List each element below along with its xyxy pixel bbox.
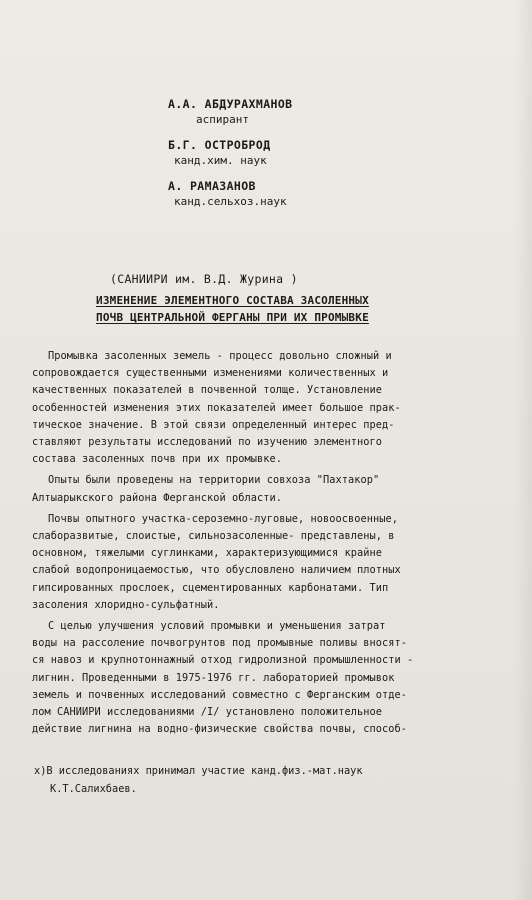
text-line: основном, тяжелыми суглинками, характеризующимися крайне	[32, 547, 382, 560]
footnote-line: х)В исследованиях принимал участие канд.физ.-мат.наук	[34, 765, 363, 777]
author-title: канд.сельхоз.наук	[174, 195, 287, 208]
paragraph	[32, 348, 494, 468]
text-line: слаборазвитые, слоистые, сильнозасоленные- представлены, в	[32, 530, 395, 543]
author-name: А. РАМАЗАНОВ	[168, 179, 256, 193]
author-entry	[168, 96, 468, 127]
text-line: ся навоз и крупнотоннажный отход гидролизной промышленности -	[32, 654, 414, 667]
text-line: состава засоленных почв при их промывке.	[32, 453, 282, 466]
text-line: Почвы опытного участка-сероземно-луговые, новоосвоенные,	[48, 512, 398, 525]
text-line: Промывка засоленных земель - процесс довольно сложный и	[48, 350, 392, 362]
text-line: Алтыарыкского района Ферганской области.	[32, 491, 282, 504]
text-line: С целью улучшения условий промывки и уменьшения затрат	[48, 620, 386, 633]
author-name: А.А. АБДУРАХМАНОВ	[168, 97, 293, 111]
article-body	[32, 348, 494, 738]
author-entry	[168, 137, 468, 168]
text-line: сопровождается существенными изменениями количественных и	[32, 367, 389, 380]
text-line: слабой водопроницаемостью, что обусловлено наличием плотных	[32, 564, 401, 577]
text-line: воды на рассоление почвогрунтов под промывные поливы вносят-	[32, 637, 407, 650]
text-line: ставляют результаты исследований по изучению элементного	[32, 436, 382, 449]
paragraph	[32, 511, 494, 614]
page-edge-shadow	[514, 0, 532, 900]
text-line: Опыты были проведены на территории совхоза "Пахтакор"	[48, 474, 380, 487]
paragraph	[32, 618, 494, 738]
text-line: особенностей изменения этих показателей имеет большое прак-	[32, 401, 401, 414]
text-line: лигнин. Проведенными в 1975-1976 гг. лабораторией промывок	[32, 671, 395, 684]
text-line: гипсированных прослоек, сцементированных карбонатами. Тип	[32, 581, 389, 594]
text-line: лом САНИИРИ исследованиями /I/ установлено положительное	[32, 706, 382, 719]
paragraph	[32, 472, 494, 506]
author-name: Б.Г. ОСТРОБРОД	[168, 138, 271, 152]
text-line: тическое значение. В этой связи определенный интерес пред-	[32, 418, 395, 431]
author-entry	[168, 178, 468, 209]
text-line: качественных показателей в почвенной толще. Установление	[32, 384, 382, 397]
author-title: аспирант	[196, 113, 249, 126]
author-list	[168, 96, 468, 219]
institution-line: (САНИИРИ им. В.Д. Журина )	[110, 272, 298, 286]
footnote-line: К.Т.Салихбаев.	[50, 783, 137, 795]
text-line: засоления хлоридно-сульфатный.	[32, 598, 220, 611]
text-line: земель и почвенных исследований совместно с Ферганским отде-	[32, 688, 407, 701]
article-title	[96, 292, 456, 326]
footnote	[34, 762, 496, 798]
author-title: канд.хим. наук	[174, 154, 267, 167]
title-line: ИЗМЕНЕНИЕ ЭЛЕМЕНТНОГО СОСТАВА ЗАСОЛЕННЫХ	[96, 294, 369, 307]
title-line: ПОЧВ ЦЕНТРАЛЬНОЙ ФЕРГАНЫ ПРИ ИХ ПРОМЫВКЕ	[96, 311, 369, 324]
text-line: действие лигнина на водно-физические свойства почвы, способ-	[32, 723, 407, 736]
